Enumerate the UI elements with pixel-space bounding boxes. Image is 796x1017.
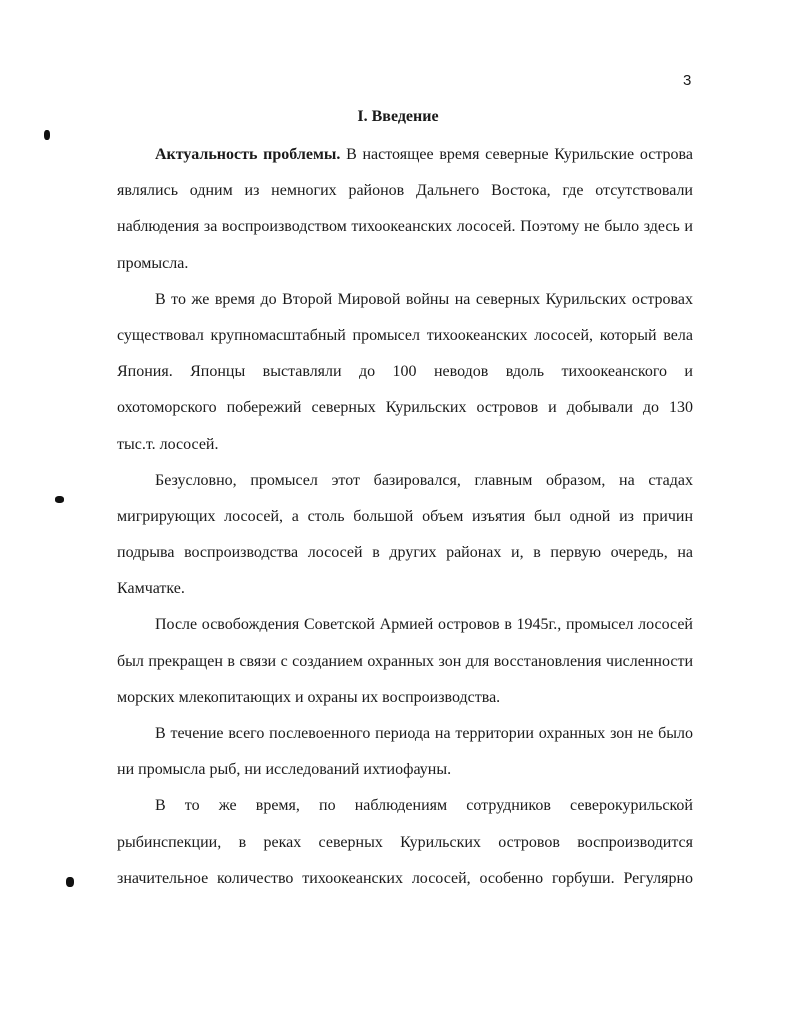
paragraph-line: [117, 137, 693, 173]
section-heading: I. Введение: [357, 108, 439, 125]
paragraph-line: рыбинспекции, в реках северных Курильских островов воспроизводится: [117, 833, 693, 851]
paragraph-line: являлись одним из немногих районов Дальнего Востока, где отсутствовали: [117, 182, 693, 200]
paragraph-line: мигрирующих лососей, а столь большой объем изъятия был одной из причин: [117, 507, 693, 525]
line-text: В настоящее время северные Курильские острова: [340, 146, 693, 163]
scan-speck: [44, 130, 50, 140]
paragraph-line: наблюдения за воспроизводством тихоокеанских лососей. Поэтому не было здесь и: [117, 218, 693, 236]
paragraph-line: значительное количество тихоокеанских лососей, особенно горбуши. Регулярно: [117, 869, 693, 887]
paragraph-line: охотоморского побережий северных Курильских островов и добывали до 130: [117, 399, 693, 417]
paragraph-line: подрыва воспроизводства лососей в других районах и, в первую очередь, на: [117, 544, 693, 562]
paragraph-line: морских млекопитающих и охраны их воспроизводства.: [117, 688, 501, 706]
paragraph-line: В то же время до Второй Мировой войны на северных Курильских островах: [155, 290, 693, 308]
scan-speck: [55, 496, 64, 503]
paragraph-line: существовал крупномасштабный промысел тихоокеанских лососей, который вела: [117, 326, 693, 344]
paragraph-line: После освобождения Советской Армией островов в 1945г., промысел лососей: [155, 616, 693, 634]
document-body: [117, 137, 693, 897]
paragraph-line: Безусловно, промысел этот базировался, главным образом, на стадах: [155, 471, 693, 489]
paragraph-line: был прекращен в связи с созданием охранных зон для восстановления численности: [117, 652, 693, 670]
paragraph-line: Япония. Японцы выставляли до 100 неводов вдоль тихоокеанского и: [117, 363, 693, 381]
paragraph-line: Камчатке.: [117, 580, 185, 598]
page-number: 3: [683, 72, 692, 89]
paragraph-line: ни промысла рыб, ни исследований ихтиофауны.: [117, 761, 452, 779]
paragraph-lead: Актуальность проблемы.: [155, 146, 341, 163]
paragraph-line: В течение всего послевоенного периода на территории охранных зон не было: [155, 725, 693, 742]
paragraph-line: промысла.: [117, 254, 189, 272]
paragraph-line: В то же время, по наблюдениям сотрудников северокурильской: [155, 797, 693, 815]
paragraph-line: тыс.т. лососей.: [117, 435, 219, 453]
scan-speck: [66, 877, 74, 887]
